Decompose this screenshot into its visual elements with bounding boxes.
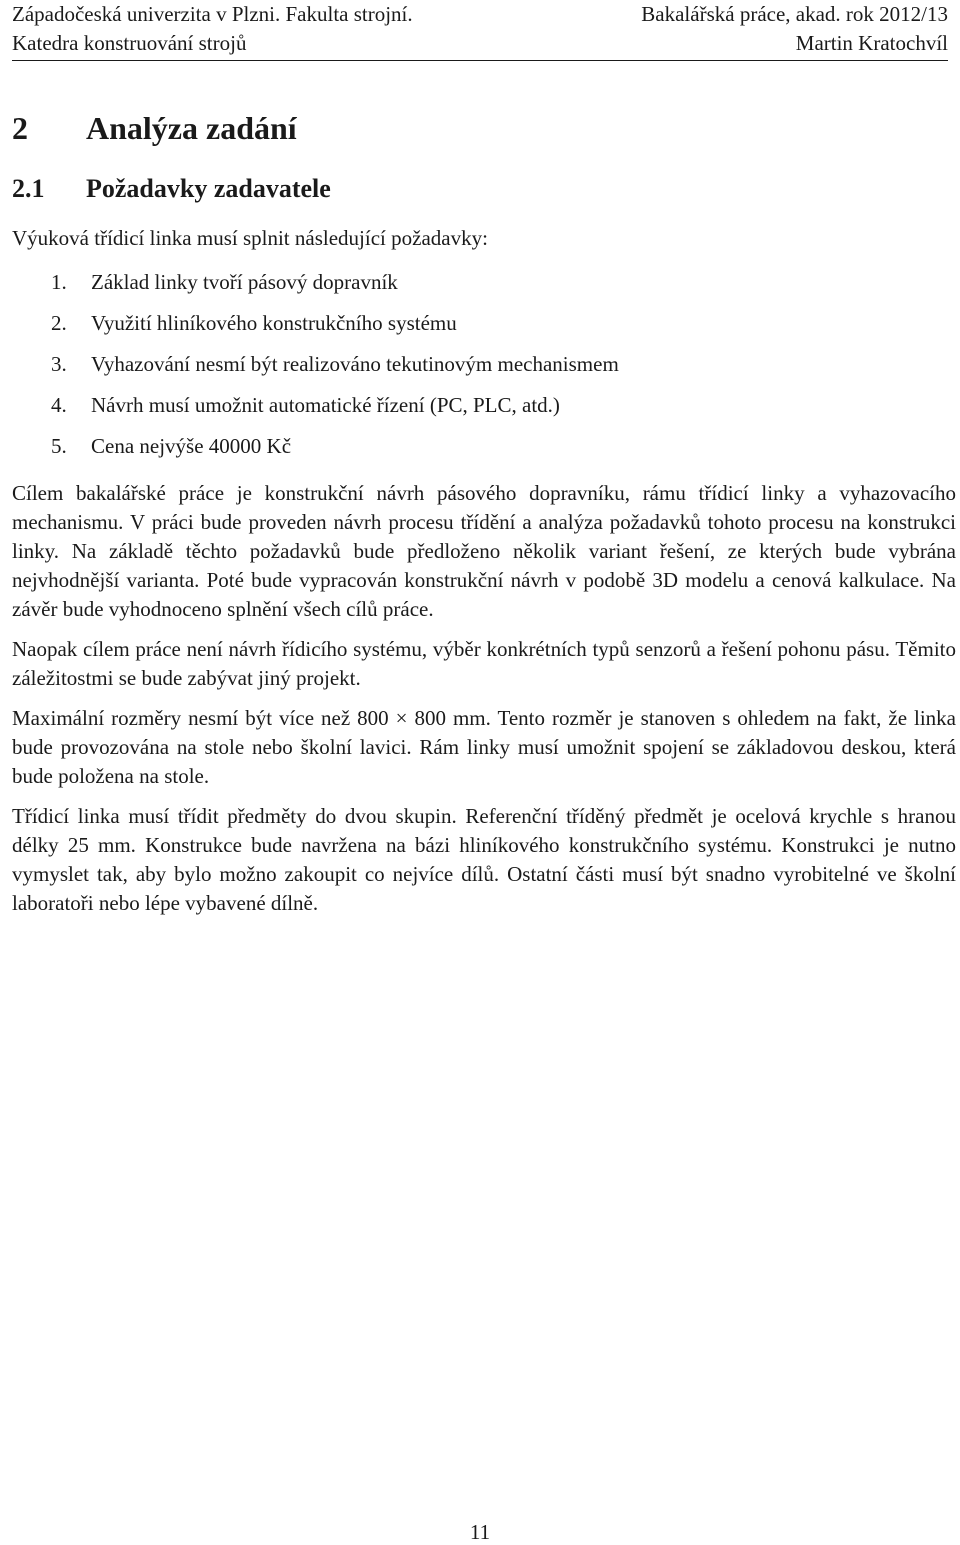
paragraph-out-of-scope: Naopak cílem práce není návrh řídicího systému, výběr konkrétních typů senzorů a řešení pohonu pásu. Těmito záležitostmi se bude zabývat jiný projekt. [12,637,956,690]
page-number: 11 [469,1520,491,1544]
list-item-number: 5. [51,434,67,458]
section-number: 2.1 [12,174,45,203]
paragraph-goals: Cílem bakalářské práce je konstrukční návrh pásového dopravníku, rámu třídicí linky a vyhazovacího mechanismu. V práci bude proveden návrh procesu třídění a analýza požadavků tohoto procesu na konstrukci linky. Na základě těchto požadavků bude předloženo několik variant řešení, ze kterých bude vybrána nejvhodnější varianta. Poté bude vypracován konstrukční návrh v podobě 3D modelu a cenová kalkulace. Na závěr bude vyhodnoceno splnění všech cílů práce. [12,481,956,621]
list-item-number: 3. [51,352,67,376]
list-item-text: Cena nejvýše 40000 Kč [91,434,292,458]
list-item-text: Návrh musí umožnit automatické řízení (PC, PLC, atd.) [91,393,560,417]
section-title: Požadavky zadavatele [86,174,331,203]
header-university: Západočeská univerzita v Plzni. Fakulta strojní. [12,2,413,26]
list-item-number: 4. [51,393,67,417]
list-item [12,426,956,467]
list-item-number: 1. [51,270,67,294]
list-item [12,344,956,385]
header-thesis-type: Bakalářská práce, akad. rok 2012/13 [641,2,948,26]
paragraph-sorting: Třídicí linka musí třídit předměty do dvou skupin. Referenční tříděný předmět je ocelová krychle s hranou délky 25 mm. Konstrukce bude navržena na bázi hliníkového konstrukčního systému. Konstrukci je nutno vymyslet tak, aby bylo možno zakoupit co nejvíce dílů. Ostatní části musí být snadno vyrobitelné ve školní laboratoři nebo lépe vybavené dílně. [12,804,956,915]
paragraph-dimensions: Maximální rozměry nesmí být více než 800 × 800 mm. Tento rozměr je stanoven s ohledem na fakt, že linka bude provozována na stole nebo školní lavici. Rám linky musí umožnit spojení se základovou deskou, která bude položena na stole. [12,706,956,788]
header-row-1 [12,0,948,29]
list-item [12,303,956,344]
chapter-title: Analýza zadání [86,110,297,146]
page-content [12,104,956,918]
requirements-list [12,262,956,467]
chapter-number: 2 [12,110,28,146]
list-item-text: Základ linky tvoří pásový dopravník [91,270,398,294]
list-item-text: Vyhazování nesmí být realizováno tekutinovým mechanismem [91,352,619,376]
page-header [12,0,948,58]
chapter-heading [12,104,956,152]
list-item [12,262,956,303]
header-department: Katedra konstruování strojů [12,31,247,55]
header-row-2 [12,29,948,58]
list-item-number: 2. [51,311,67,335]
list-item-text: Využití hliníkového konstrukčního systému [91,311,457,335]
header-divider [12,60,948,61]
header-author: Martin Kratochvíl [795,31,948,55]
requirements-intro: Výuková třídicí linka musí splnit následující požadavky: [12,226,488,250]
list-item [12,385,956,426]
section-heading [12,172,956,206]
